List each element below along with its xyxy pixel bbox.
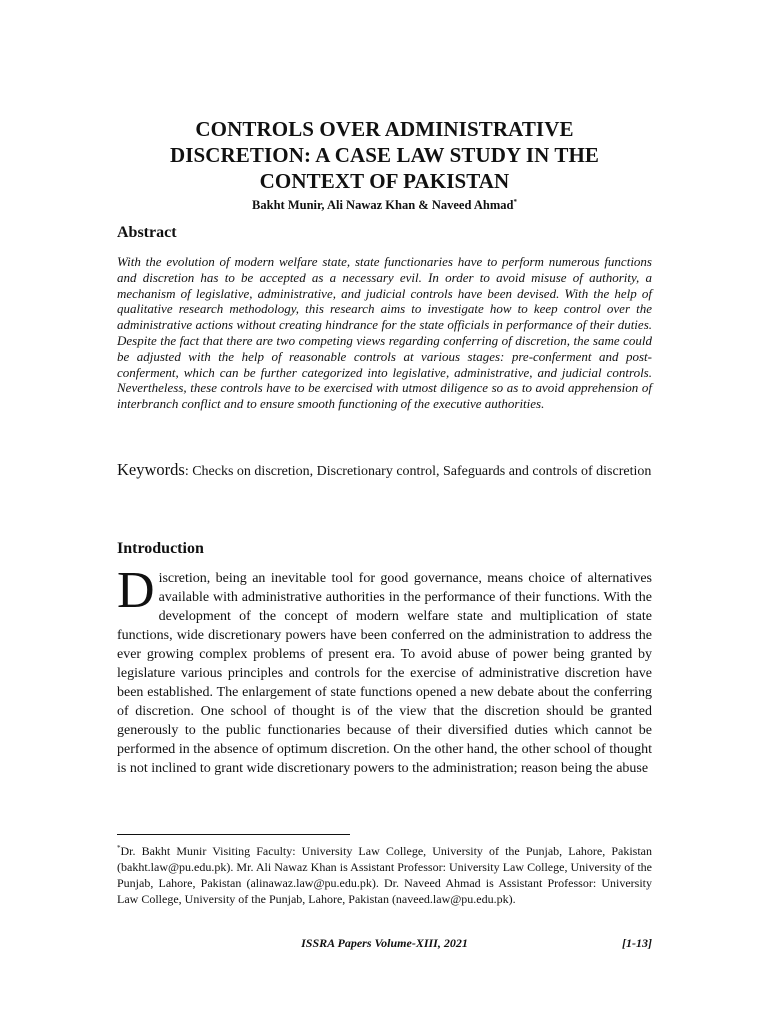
footnote-text: Dr. Bakht Munir Visiting Faculty: University Law College, University of the Punjab, Lahore, Pakistan (bakht.law@pu.edu.pk). Mr. Ali Nawaz Khan is Assistant Professor: University Law College, University of the Punjab, Lahore, Pakistan (alinawaz.law@pu.edu.pk). Dr. Naveed Ahmad is Assistant Professor: University Law College, University of the Punjab, Lahore, Pakistan (naveed.law@pu.edu.pk).	[117, 844, 652, 906]
title-line: DISCRETION: A CASE LAW STUDY IN THE	[169, 143, 600, 167]
author-list	[117, 198, 652, 213]
footer-page-range: [1-13]	[622, 936, 652, 950]
author-names: Bakht Munir, Ali Nawaz Khan & Naveed Ahmad	[252, 198, 514, 213]
keywords-text: : Checks on discretion, Discretionary control, Safeguards and controls of discretion	[184, 464, 652, 479]
paper-title	[117, 116, 652, 194]
footnote-mark: *	[117, 844, 121, 852]
introduction-heading: Introduction	[117, 540, 204, 557]
introduction-text: iscretion, being an inevitable tool for good governance, means choice of alternatives available with administrative authorities in the performance of their functions. With the development of the concept of modern welfare state and multiplication of state functions, wide discretionary powers have been conferred on the administration to address the ever growing complex problems of present era. To avoid abuse of power being granted by legislature various principles and controls for the exercise of administrative discretion have been established. The enlargement of state functions opened a new debate about the conferring of discretion. One school of thought is of the view that the discretion should be granted generously to the public functionaries because of their diversified duties which cannot be performed in the absence of optimum discretion. On the other hand, the other school of thought is not inclined to grant wide discretionary powers to the administration; reason being the abuse	[117, 571, 652, 776]
abstract-heading: Abstract	[117, 224, 177, 241]
keywords-paragraph	[117, 459, 652, 482]
keywords-label: Keywords	[117, 460, 185, 479]
footnote-divider	[117, 834, 350, 835]
introduction-paragraph	[117, 562, 652, 778]
abstract-text: With the evolution of modern welfare state, state functionaries have to perform numerous functions and discretion has to be accepted as a necessary evil. In order to avoid misuse of authority, a mechanism of legislative, administrative, and judicial controls have been devised. With the help of qualitative research methodology, this research aims to investigate how to keep control over the administrative actions without creating hindrance for the state officials in performance of their duties. Despite the fact that there are two competing views regarding conferring of discretion, the same could be adjusted with the help of reasonable controls at various stages: pre-conferment and post-conferment, which can be further categorized into legislative, administrative, and judicial controls. Nevertheless, these controls have to be exercised with utmost diligence so as to avoid apprehension of interbranch conflict and to ensure smooth functioning of the executive authorities.	[117, 254, 652, 412]
drop-cap: D	[117, 562, 155, 619]
title-line: CONTEXT OF PAKISTAN	[259, 169, 510, 193]
title-line: CONTROLS OVER ADMINISTRATIVE	[195, 117, 574, 141]
footnote	[117, 840, 652, 907]
footer-journal: ISSRA Papers Volume-XIII, 2021	[301, 936, 468, 950]
author-footnote-mark: *	[513, 198, 517, 206]
page-footer	[117, 936, 652, 956]
